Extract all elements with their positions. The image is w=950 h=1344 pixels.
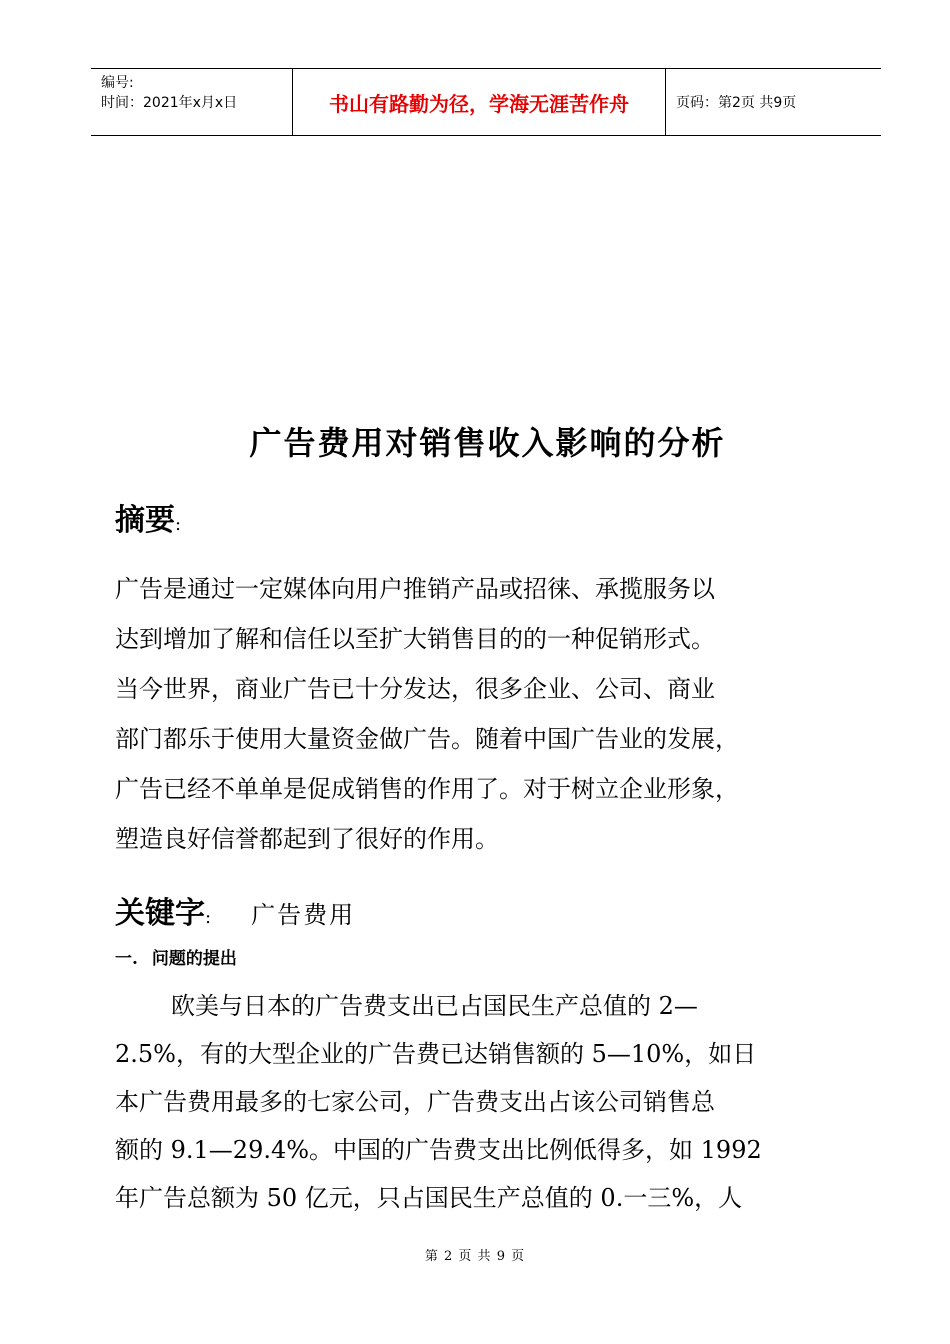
body-line: 年广告总额为 50 亿元，只占国民生产总值的 0.一三%，人 bbox=[115, 1184, 743, 1212]
header-time-label: 时间：2021年x月x日 bbox=[101, 95, 238, 111]
keywords-label: 关键字 bbox=[115, 896, 205, 931]
abstract-heading bbox=[115, 495, 181, 539]
keywords-colon: : bbox=[205, 907, 212, 928]
document-title: 广告费用对销售收入影响的分析 bbox=[249, 424, 726, 462]
header-page-info: 页码：第2页 共9页 bbox=[676, 95, 797, 111]
section-number: 一. bbox=[115, 949, 138, 969]
header-motto-cell bbox=[293, 69, 666, 135]
header-motto: 书山有路勤为径，学海无涯苦作舟 bbox=[329, 91, 629, 116]
abstract-line: 塑造良好信誉都起到了很好的作用。 bbox=[115, 825, 499, 853]
abstract-colon: : bbox=[175, 514, 182, 535]
keywords-value: 广告费用 bbox=[251, 901, 356, 929]
section-body bbox=[115, 982, 865, 1222]
body-line: 2.5%，有的大型企业的广告费已达销售额的 5—10%，如日 bbox=[115, 1040, 757, 1068]
abstract-line: 当今世界，商业广告已十分发达，很多企业、公司、商业 bbox=[115, 675, 715, 703]
abstract-line: 部门都乐于使用大量资金做广告。随着中国广告业的发展， bbox=[115, 725, 739, 753]
keywords-row bbox=[115, 888, 355, 932]
body-line: 本广告费用最多的七家公司，广告费支出占该公司销售总 bbox=[115, 1088, 715, 1116]
abstract-body bbox=[115, 564, 875, 864]
section-title: 问题的提出 bbox=[151, 949, 237, 969]
header-table bbox=[91, 68, 881, 136]
section-heading bbox=[115, 944, 237, 969]
header-meta-cell bbox=[91, 69, 293, 135]
header-number-label: 编号: bbox=[101, 75, 134, 91]
page-footer: 第 2 页 共 9 页 bbox=[424, 1249, 526, 1264]
abstract-line: 广告已经不单单是促成销售的作用了。对于树立企业形象， bbox=[115, 775, 739, 803]
abstract-line: 达到增加了解和信任以至扩大销售目的的一种促销形式。 bbox=[115, 625, 715, 653]
header-page-cell bbox=[666, 69, 881, 135]
body-line: 欧美与日本的广告费支出已占国民生产总值的 2— bbox=[171, 992, 698, 1020]
abstract-label: 摘要 bbox=[115, 503, 175, 538]
body-line: 额的 9.1—29.4%。中国的广告费支出比例低得多，如 1992 bbox=[115, 1136, 762, 1164]
abstract-line: 广告是通过一定媒体向用户推销产品或招徕、承揽服务以 bbox=[115, 575, 715, 603]
